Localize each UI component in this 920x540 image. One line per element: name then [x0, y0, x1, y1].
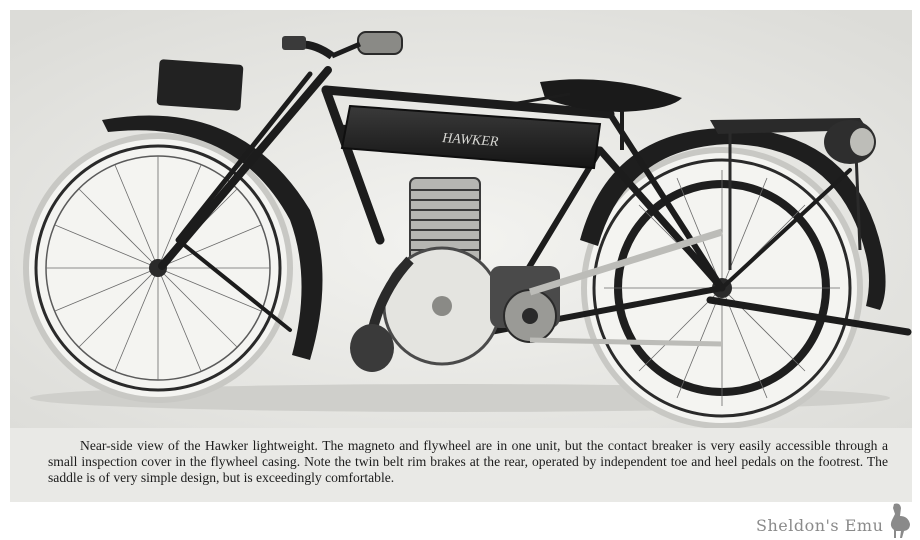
photo-caption: Near-side view of the Hawker lightweight. The magneto and flywheel are in one unit, but the contact breaker is very easily accessible through a small inspection cover in the flywheel casing. Note the twin belt rim brakes at the rear, operated by independent toe and heel pedals on the footrest. The saddle is of very simple design, but is exceedingly comfortable. — [48, 438, 888, 485]
watermark-text: Sheldon's Emu — [756, 516, 884, 535]
exhaust-silencer — [350, 324, 394, 372]
tank-logo: HAWKER — [441, 131, 499, 150]
front-wheel — [26, 136, 290, 400]
magazine-plate — [10, 10, 912, 502]
motorcycle-photo — [10, 10, 912, 428]
number-plate — [156, 59, 243, 111]
emu-icon — [884, 500, 914, 540]
